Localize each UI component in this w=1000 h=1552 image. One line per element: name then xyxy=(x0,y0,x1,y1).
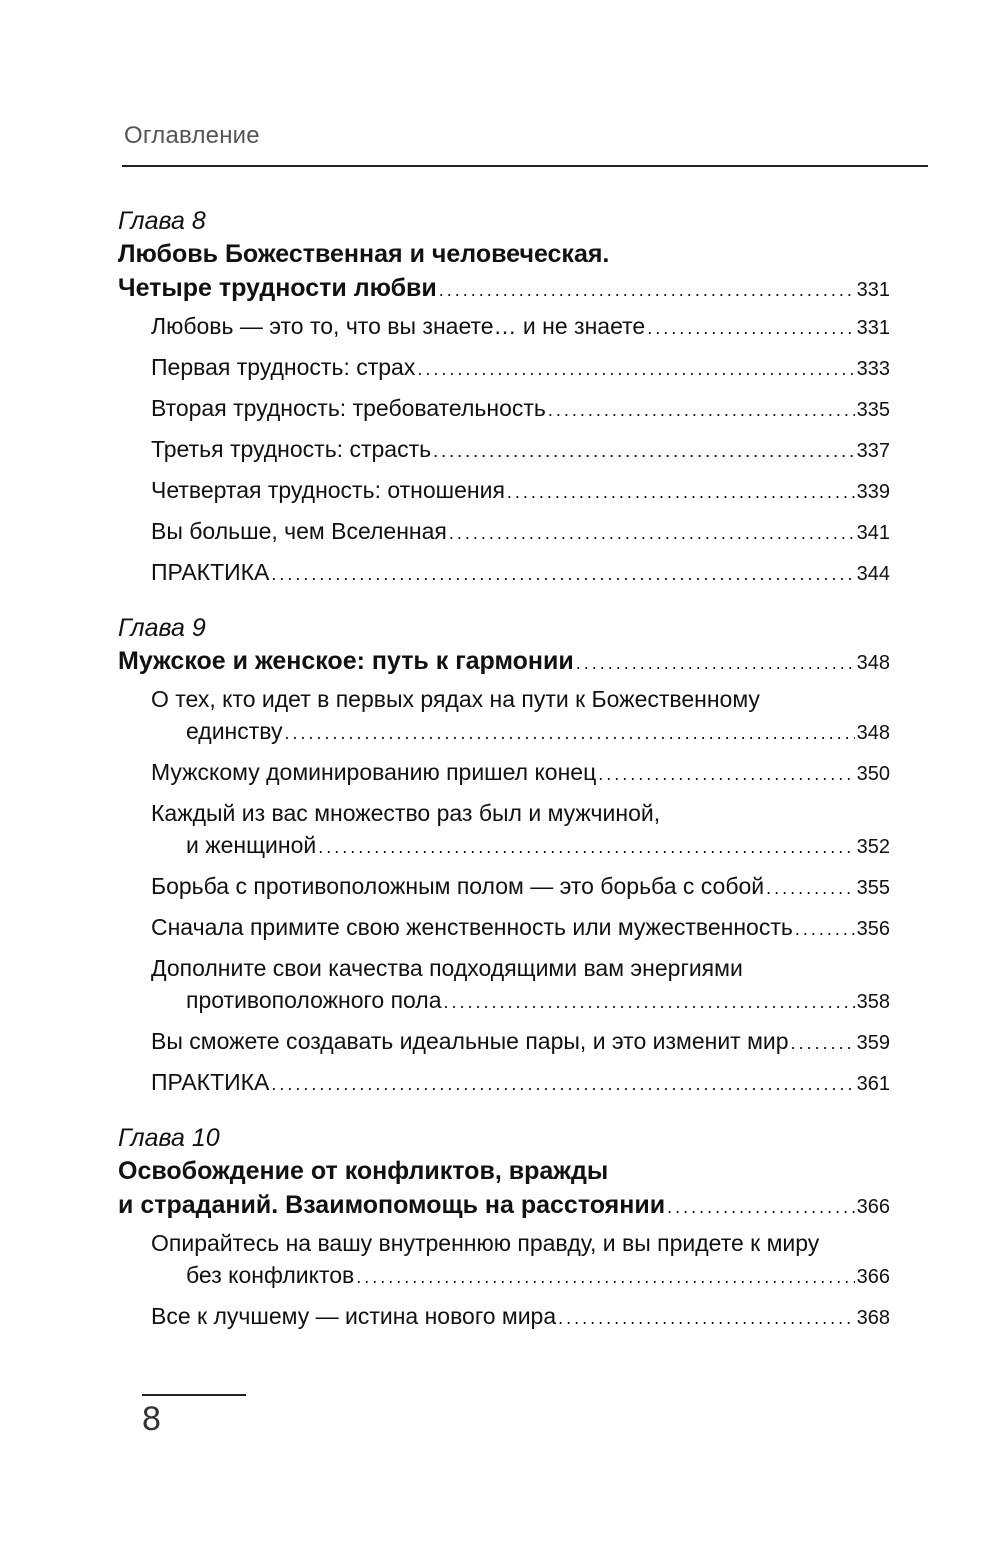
toc-entry-line-page: 361 xyxy=(856,1073,890,1095)
leader-dots xyxy=(576,646,855,680)
toc-entry[interactable] xyxy=(151,556,890,590)
toc-entry-line xyxy=(151,1259,890,1293)
leader-dots xyxy=(598,758,854,790)
footer-divider xyxy=(142,1394,246,1396)
toc-entry-line-page: 350 xyxy=(856,763,890,785)
chapter-title-line-text: Мужское и женское: путь к гармонии xyxy=(118,647,574,675)
leader-dots xyxy=(433,435,855,467)
toc-entry-line-text: Борьба с противоположным полом — это борьба с собой xyxy=(151,873,765,899)
leader-dots xyxy=(449,517,855,549)
toc-entry-line-page: 356 xyxy=(856,918,890,940)
chapter-title-line xyxy=(118,271,890,307)
toc-entry-line xyxy=(151,556,890,590)
leader-dots xyxy=(507,476,855,508)
chapter-label: Глава 9 xyxy=(118,614,206,642)
leader-dots xyxy=(417,353,854,385)
toc-entry-line-text: противоположного пола xyxy=(186,987,442,1013)
toc-entry-line xyxy=(151,351,890,385)
toc-entry[interactable] xyxy=(151,392,890,426)
toc-entry-line xyxy=(151,433,890,467)
toc-entry-line-page: 344 xyxy=(856,563,890,585)
toc-entry-line-page: 359 xyxy=(856,1032,890,1054)
toc-entry-line-text: Все к лучшему — истина нового мира xyxy=(151,1303,557,1329)
leader-dots xyxy=(318,831,854,863)
toc-entry[interactable] xyxy=(151,1227,890,1293)
header-divider xyxy=(122,165,928,167)
toc-entry-line-text: Первая трудность: страх xyxy=(151,354,416,380)
toc-entry-line-text: единству xyxy=(186,718,283,744)
toc-entry-line-text: Любовь — это то, что вы знаете… и не знаете xyxy=(151,313,646,339)
toc-entry-line-text: Вы больше, чем Вселенная xyxy=(151,518,447,544)
toc-entry-line: Опирайтесь на вашу внутреннюю правду, и вы придете к миру xyxy=(151,1230,820,1256)
chapter-title-line-page: 331 xyxy=(856,279,890,301)
toc-entry-line-text: Мужскому доминированию пришел конец xyxy=(151,759,597,785)
leader-dots xyxy=(271,558,854,590)
leader-dots xyxy=(795,913,855,945)
toc-entry[interactable] xyxy=(151,756,890,790)
chapter-section xyxy=(118,1122,890,1334)
toc-entry-line-page: 335 xyxy=(856,399,890,421)
page-number: 8 xyxy=(142,1400,161,1438)
toc-entry-line xyxy=(151,392,890,426)
leader-dots xyxy=(356,1261,854,1293)
chapter-title[interactable] xyxy=(118,1154,890,1224)
chapter-section xyxy=(118,612,890,1100)
leader-dots xyxy=(285,717,855,749)
toc-entry-line-text: Четвертая трудность: отношения xyxy=(151,477,505,503)
toc-entry[interactable] xyxy=(151,952,890,1018)
entry-list xyxy=(118,1227,890,1334)
toc-entry-line xyxy=(151,310,890,344)
toc-entry-line-page: 352 xyxy=(856,836,890,858)
toc-entry-line: О тех, кто идет в первых рядах на пути к Божественному xyxy=(151,686,760,712)
entry-list xyxy=(118,310,890,590)
toc-entry-line-text: Вы сможете создавать идеальные пары, и это изменит мир xyxy=(151,1028,789,1054)
chapter-title-line-page: 366 xyxy=(856,1196,890,1218)
toc-entry-line-text: Сначала примите свою женственность или мужественность xyxy=(151,914,793,940)
toc-entry-line xyxy=(151,474,890,508)
toc-entry-line: Дополните свои качества подходящими вам энергиями xyxy=(151,955,743,981)
toc-entry-line-text: ПРАКТИКА xyxy=(151,1069,270,1095)
chapter-section xyxy=(118,205,890,590)
toc-entry-line-page: 355 xyxy=(856,877,890,899)
entry-list xyxy=(118,683,890,1100)
toc-entry[interactable] xyxy=(151,870,890,904)
toc-entry[interactable] xyxy=(151,1025,890,1059)
toc-entry-line-page: 341 xyxy=(856,522,890,544)
chapter-title[interactable] xyxy=(118,237,890,307)
toc-entry-line-page: 333 xyxy=(856,358,890,380)
chapter-title-line: Освобождение от конфликтов, вражды xyxy=(118,1157,609,1185)
toc-entry-line-page: 368 xyxy=(856,1307,890,1329)
toc-entry-line-page: 339 xyxy=(856,481,890,503)
toc-entry-line xyxy=(151,715,890,749)
toc-entry-line-text: без конфликтов xyxy=(186,1262,355,1288)
leader-dots xyxy=(558,1302,854,1334)
toc-entry-line-page: 358 xyxy=(856,991,890,1013)
chapter-title-line-text: и страданий. Взаимопомощь на расстоянии xyxy=(118,1191,666,1219)
leader-dots xyxy=(791,1027,855,1059)
toc-entry[interactable] xyxy=(151,683,890,749)
toc-entry-line xyxy=(151,829,890,863)
toc-entry-line xyxy=(151,515,890,549)
toc-entry[interactable] xyxy=(151,310,890,344)
toc-entry-line xyxy=(151,1066,890,1100)
toc-entry[interactable] xyxy=(151,1300,890,1334)
chapter-title-line xyxy=(118,644,890,680)
toc-entry-line xyxy=(151,911,890,945)
toc-entry-line xyxy=(151,870,890,904)
leader-dots xyxy=(271,1068,854,1100)
chapter-title-line: Любовь Божественная и человеческая. xyxy=(118,240,610,268)
leader-dots xyxy=(647,312,854,344)
leader-dots xyxy=(439,273,855,307)
chapter-label: Глава 10 xyxy=(118,1124,220,1152)
chapter-title-line xyxy=(118,1188,890,1224)
toc-entry-line-page: 366 xyxy=(856,1266,890,1288)
running-title: Оглавление xyxy=(124,122,260,149)
toc-entry-line xyxy=(151,756,890,790)
chapter-title[interactable] xyxy=(118,644,890,680)
chapter-label: Глава 8 xyxy=(118,207,206,235)
toc-entry[interactable] xyxy=(151,474,890,508)
toc-entry-line xyxy=(151,1025,890,1059)
toc-entry[interactable] xyxy=(151,515,890,549)
toc-entry[interactable] xyxy=(151,911,890,945)
toc-entry[interactable] xyxy=(151,433,890,467)
chapter-title-line-text: Четыре трудности любви xyxy=(118,274,437,302)
toc-entry[interactable] xyxy=(151,351,890,385)
leader-dots xyxy=(444,986,855,1018)
toc-entry[interactable] xyxy=(151,797,890,863)
table-of-contents xyxy=(118,205,890,1356)
leader-dots xyxy=(766,872,854,904)
toc-entry-line-page: 337 xyxy=(856,440,890,462)
toc-entry-line-text: Вторая трудность: требовательность xyxy=(151,395,546,421)
toc-entry-line xyxy=(151,1300,890,1334)
chapter-title-line-page: 348 xyxy=(856,652,890,674)
toc-entry-line xyxy=(151,984,890,1018)
toc-entry-line-page: 348 xyxy=(856,722,890,744)
leader-dots xyxy=(667,1190,855,1224)
toc-entry-line-text: ПРАКТИКА xyxy=(151,559,270,585)
toc-entry-line: Каждый из вас множество раз был и мужчиной, xyxy=(151,800,661,826)
toc-entry-line-page: 331 xyxy=(856,317,890,339)
toc-entry-line-text: Третья трудность: страсть xyxy=(151,436,432,462)
toc-entry-line-text: и женщиной xyxy=(186,832,317,858)
leader-dots xyxy=(548,394,855,426)
toc-entry[interactable] xyxy=(151,1066,890,1100)
